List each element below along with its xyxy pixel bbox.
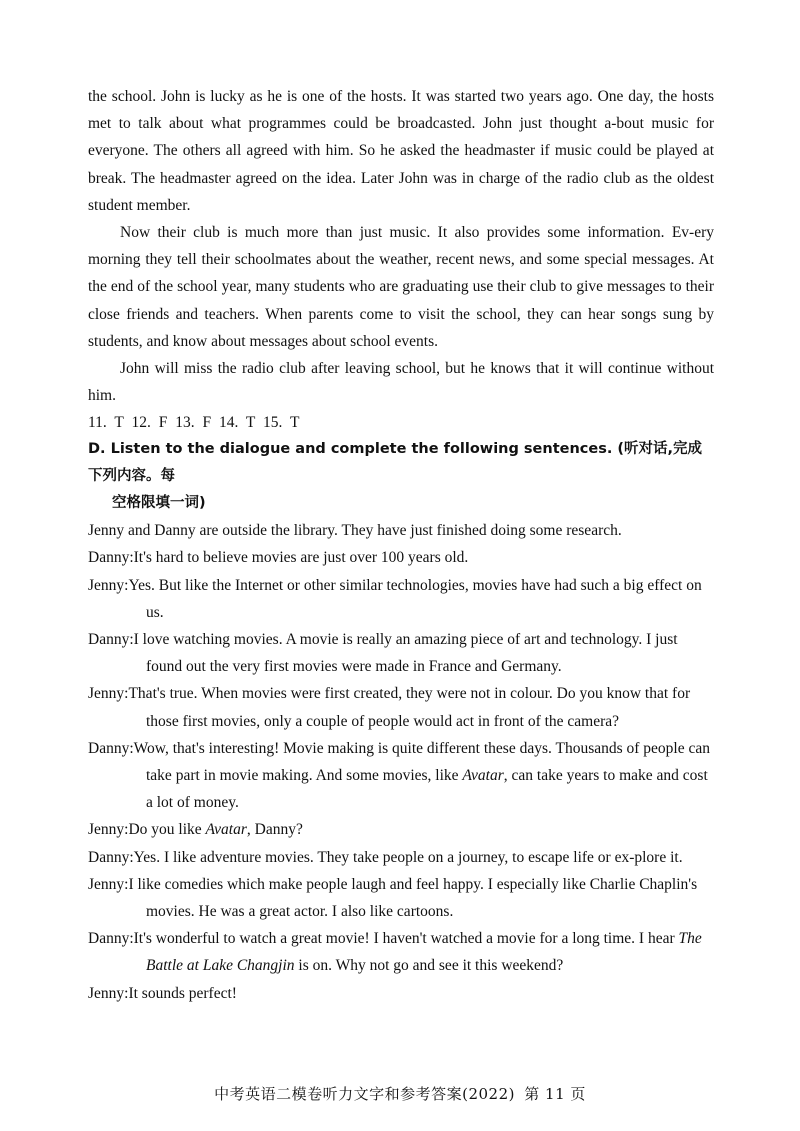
dialogue-line [88, 925, 714, 979]
speech-text: I like comedies which make people laugh and feel happy. I especially like Charlie Chaplin's movies. He was a great actor. I also like cartoons. [128, 875, 698, 921]
speech-text: It sounds perfect! [128, 984, 237, 1002]
dialogue-intro: Jenny and Danny are outside the library. They have just finished doing some research. [88, 522, 622, 540]
speaker-name: Danny: [88, 930, 134, 948]
paragraph-2: Now their club is much more than just music. It also provides some information. Ev-ery morning they tell their schoolmates about the weather, recent news, and some special messages. At the end of the school year, many students who are graduating use their club to give messages to their close friends and teachers. When parents come to visit the school, they can hear songs sung by students, and know about messages about school events. [88, 224, 714, 350]
speaker-name: Jenny: [88, 984, 129, 1002]
paragraph-3: John will miss the radio club after leaving school, but he knows that it will continue without him. [88, 360, 714, 405]
dialogue-line [88, 735, 714, 817]
movie-title: Avatar [205, 821, 247, 839]
dialogue-line [88, 816, 714, 843]
speech-text: I love watching movies. A movie is really an amazing piece of art and technology. I just found out the very first movies were made in France and Germany. [133, 631, 678, 676]
dialogue-line [88, 680, 714, 734]
dialogue-line [88, 572, 714, 626]
movie-title: The Battle at Lake Changjin [146, 930, 702, 975]
section-d-line-1: D. Listen to the dialogue and complete the following sentences. (听对话,完成下列内容。每 [88, 441, 703, 485]
dialogue-line [88, 626, 714, 680]
answer-key: 11. T 12. F 13. F 14. T 15. T [88, 414, 300, 432]
footer-title: 中考英语二模卷听力文字和参考答案(2022) [214, 1085, 515, 1103]
speaker-name: Danny: [88, 848, 134, 866]
page-footer [0, 1083, 800, 1104]
speaker-name: Jenny: [88, 685, 129, 703]
speech-text-end: , can take years to make and cost a lot of money. [146, 767, 708, 812]
paragraph-1: the school. John is lucky as he is one of the hosts. It was started two years ago. One day, the hosts met to talk about what programmes could be broadcasted. John just thought a-bout music for everyone. The others all agreed with him. So he asked the headmaster if music could be played at break. The headmaster agreed on the idea. Later John was in charge of the radio club as the oldest student member. [88, 88, 714, 214]
dialogue-line [88, 980, 714, 1007]
speech-text-end: , Danny? [246, 821, 303, 839]
speaker-name: Jenny: [88, 576, 129, 594]
speech-text-start: Wow, that's interesting! Movie making is quite different these days. Thousands of people can take part in movie making. And some movies, like [133, 739, 710, 785]
page-number: 第 11 页 [524, 1085, 586, 1103]
speaker-name: Danny: [88, 549, 134, 567]
speech-text: Yes. But like the Internet or other similar technologies, movies have had such a big effect on us. [128, 576, 702, 621]
speech-text-start: It's wonderful to watch a great movie! I haven't watched a movie for a long time. I hear [133, 930, 679, 948]
speech-text-end: is on. Why not go and see it this weekend? [294, 957, 564, 975]
page-content [88, 83, 714, 1007]
speech-text: Yes. I like adventure movies. They take people on a journey, to escape life or ex-plore it. [133, 848, 683, 866]
speaker-name: Jenny: [88, 821, 129, 839]
dialogue-line [88, 544, 714, 571]
speaker-name: Danny: [88, 631, 134, 649]
speech-text-start: Do you like [128, 821, 206, 839]
speech-text: It's hard to believe movies are just over 100 years old. [133, 549, 469, 567]
section-d-instruction [88, 436, 714, 517]
speaker-name: Danny: [88, 739, 134, 757]
movie-title: Avatar [462, 767, 504, 785]
dialogue-line [88, 844, 714, 871]
speech-text: That's true. When movies were first created, they were not in colour. Do you know that for those first movies, only a couple of people would act in front of the camera? [128, 685, 691, 730]
section-d-line-2: 空格限填一词) [112, 495, 206, 512]
speaker-name: Jenny: [88, 875, 129, 893]
dialogue-line [88, 871, 714, 925]
